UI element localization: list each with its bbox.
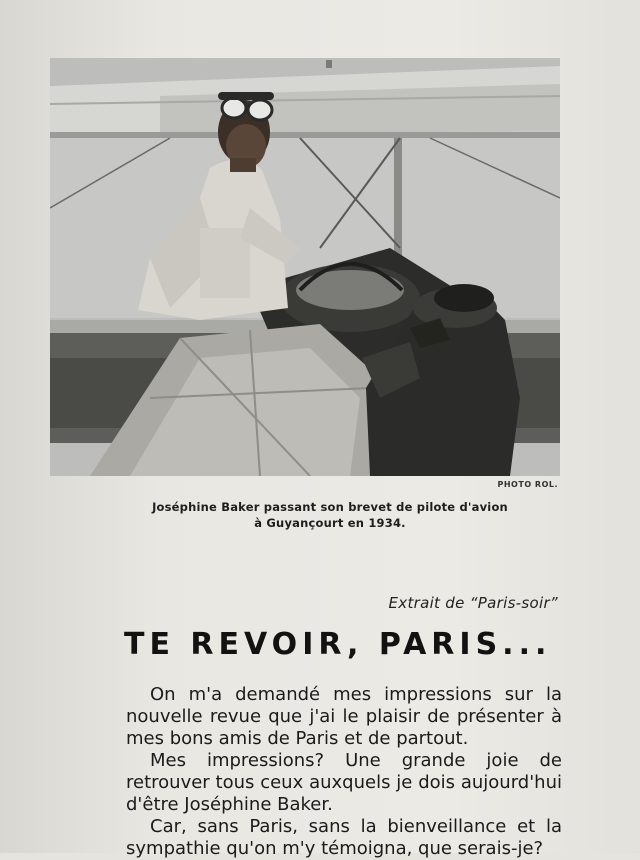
article-paragraph: Mes impressions? Une grande joie de retrouver tous ceux auxquels je dois aujourd'hui d'être Joséphine Baker. — [126, 750, 562, 815]
caption-line: Joséphine Baker passant son brevet de pilote d'avion — [152, 500, 508, 514]
photo-credit: PHOTO ROL. — [497, 480, 558, 489]
article-paragraph: Car, sans Paris, sans la bienveillance et la sympathie qu'on m'y témoigna, que serais-je? — [126, 816, 562, 859]
caption-line: à Guyançourt en 1934. — [254, 516, 406, 530]
article-body — [126, 684, 562, 860]
article-headline: TE REVOIR, PARIS... — [124, 627, 552, 662]
photo-caption — [120, 499, 540, 531]
article-source: Extrait de “Paris-soir” — [388, 594, 558, 612]
aviation-photograph — [50, 58, 560, 476]
article-paragraph: On m'a demandé mes impressions sur la nouvelle revue que j'ai le plaisir de présenter à mes bons amis de Paris et de partout. — [126, 684, 562, 749]
